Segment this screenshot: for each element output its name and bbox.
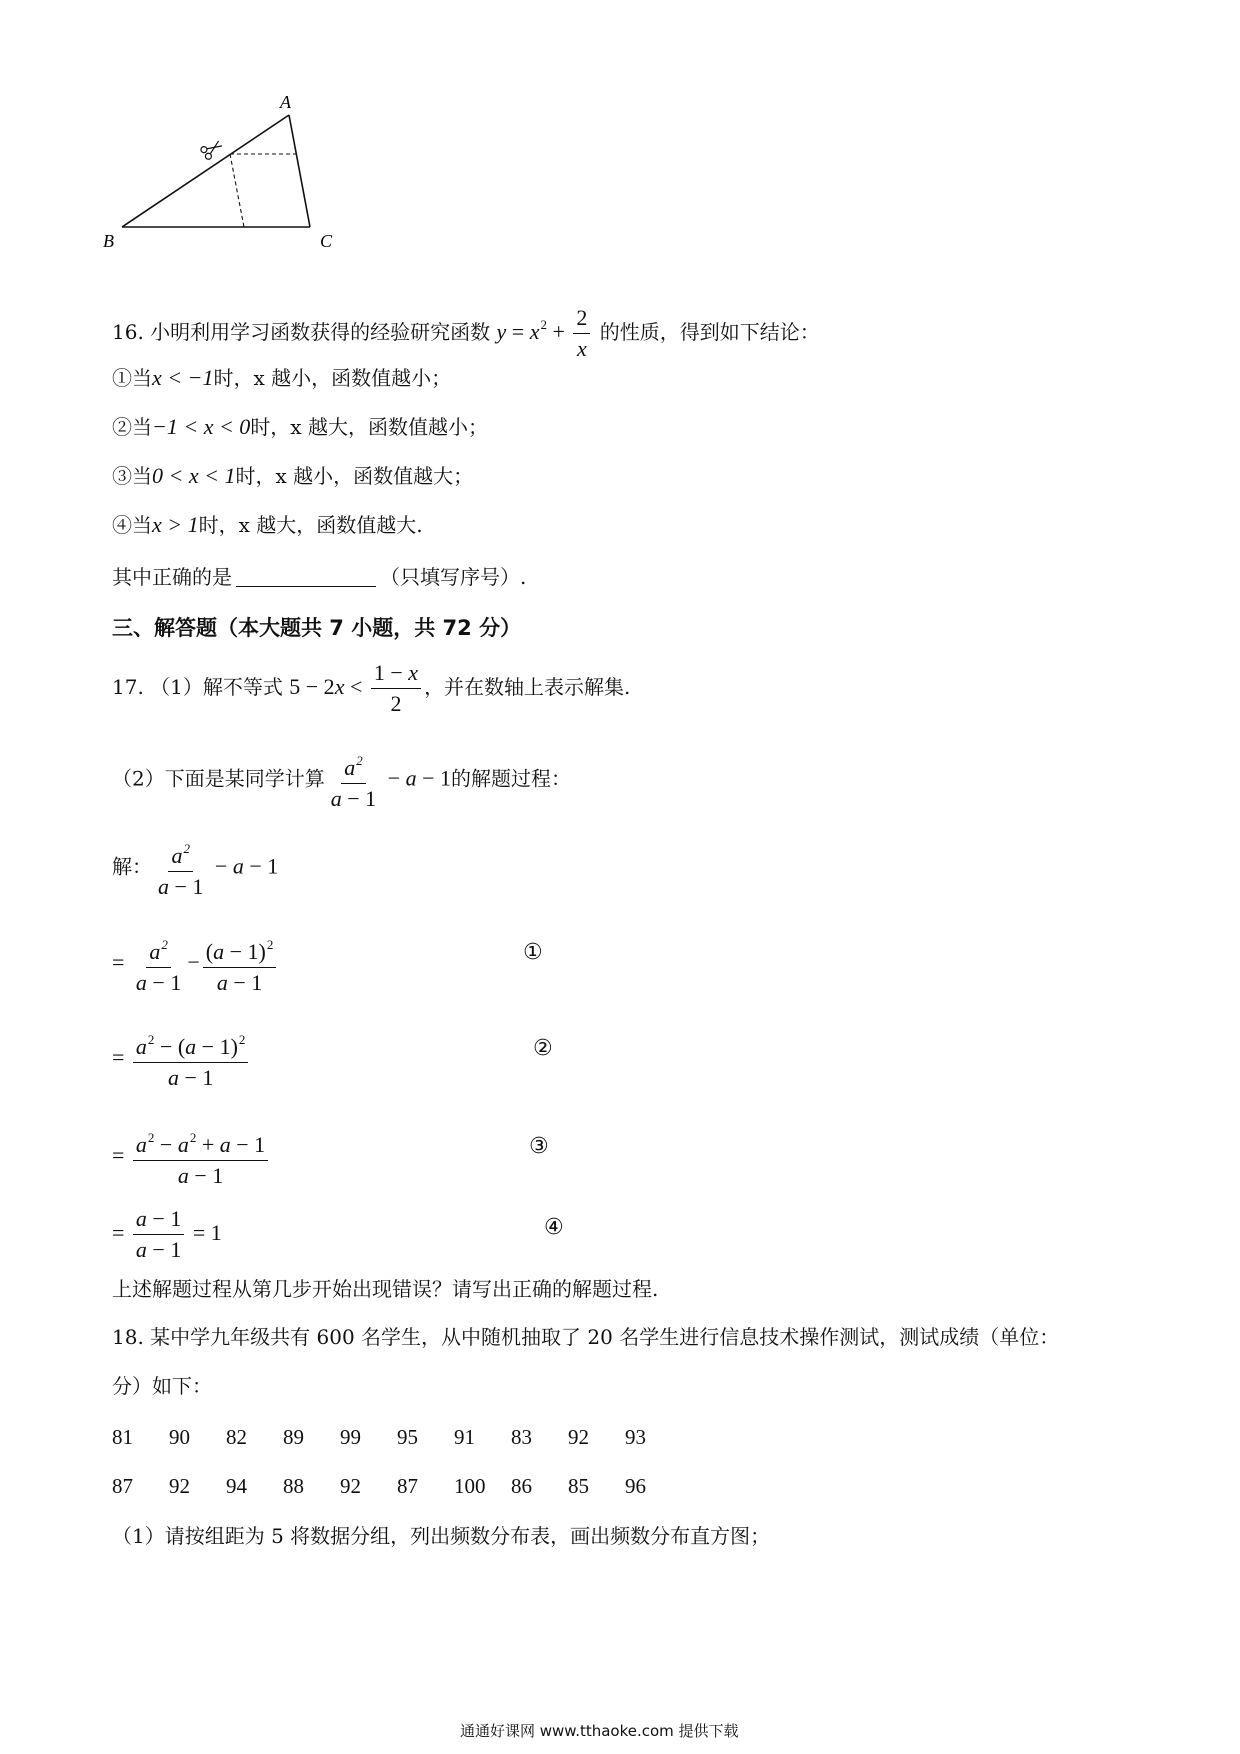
q16-conclusion-3: ③当0 < x < 1时，x 越小，函数值越大； xyxy=(112,463,474,488)
q17-fraction: $\frac{1 - x}{2}$ xyxy=(371,660,421,717)
q16-stem: 16. 小明利用学习函数获得的经验研究函数 $y = x^2$ + $\frac{2}{x}$ 的性质，得到如下结论： xyxy=(112,305,820,361)
q16-text-after: 的性质，得到如下结论： xyxy=(599,320,820,344)
solution-start: 解： $\frac{a^2}{a - 1}$ − a − 1 xyxy=(112,836,278,900)
q16-function: y xyxy=(496,319,507,344)
vertex-label-c: C xyxy=(320,231,333,251)
q16-conclusion-1: ①当x < −1时，x 越小，函数值越小； xyxy=(112,365,452,390)
q16-fraction: $\frac{2}{x}$ xyxy=(573,305,590,362)
vertex-label-a: A xyxy=(280,95,291,112)
q16-conclusion-4: ④当x > 1时，x 越大，函数值越大. xyxy=(112,512,423,537)
vertex-label-b: B xyxy=(103,231,114,251)
section-heading: 三、解答题（本大题共 7 小题，共 72 分） xyxy=(112,616,522,640)
scissors-icon xyxy=(200,138,224,161)
solution-step-3: = $\frac{a^2 - a^2 + a - 1}{a - 1}$ xyxy=(112,1125,271,1189)
step-marker-1: ① xyxy=(523,940,543,965)
score-row-1: 81 90 82 89 99 95 91 83 92 93 xyxy=(112,1425,646,1449)
q16-answer-line: 其中正确的是 （只填写序号）. xyxy=(112,565,527,589)
q17-question: 上述解题过程从第几步开始出现错误？请写出正确的解题过程. xyxy=(112,1277,659,1301)
step-marker-4: ④ xyxy=(544,1215,564,1240)
triangle-figure xyxy=(100,95,360,285)
q18-part1: （1）请按组距为 5 将数据分组，列出频数分布表，画出频数分布直方图； xyxy=(112,1524,771,1548)
solution-step-4: = $\frac{a - 1}{a - 1}$ = 1 xyxy=(112,1206,222,1262)
side-ac xyxy=(289,115,310,227)
q18-line2: 分）如下： xyxy=(112,1374,212,1398)
q17-part1: 17. （1）解不等式 5 − 2x < $\frac{1 - x}{2}$ ，并在数轴上表示解集. xyxy=(112,660,631,716)
q16-number: 16. xyxy=(112,320,144,344)
q17-part2: （2）下面是某同学计算 $\frac{a^2}{a - 1}$ − a − 1的解题过程： xyxy=(112,748,571,812)
solution-step-2: = $\frac{a^2 - (a - 1)^2}{a - 1}$ xyxy=(112,1027,251,1091)
step-marker-2: ② xyxy=(533,1036,553,1061)
answer-blank[interactable] xyxy=(236,564,376,587)
side-ab xyxy=(122,115,289,227)
q16-text-before: 小明利用学习函数获得的经验研究函数 xyxy=(150,320,491,344)
page-footer: 通通好课网 www.tthaoke.com 提供下载 xyxy=(460,1722,739,1740)
score-row-2: 87 92 94 88 92 87 100 86 85 96 xyxy=(112,1474,646,1498)
q16-conclusion-2: ②当−1 < x < 0时，x 越大，函数值越小； xyxy=(112,414,488,439)
step-marker-3: ③ xyxy=(529,1134,549,1159)
dashed-vertical xyxy=(230,154,244,227)
solution-step-1: = $\frac{a^2}{a - 1}$ − $\frac{(a - 1)^2}{a - 1}$ xyxy=(112,932,279,996)
q18-line1: 18. 某中学九年级共有 600 名学生，从中随机抽取了 20 名学生进行信息技术操作测试，测试成绩（单位： xyxy=(112,1325,1060,1349)
